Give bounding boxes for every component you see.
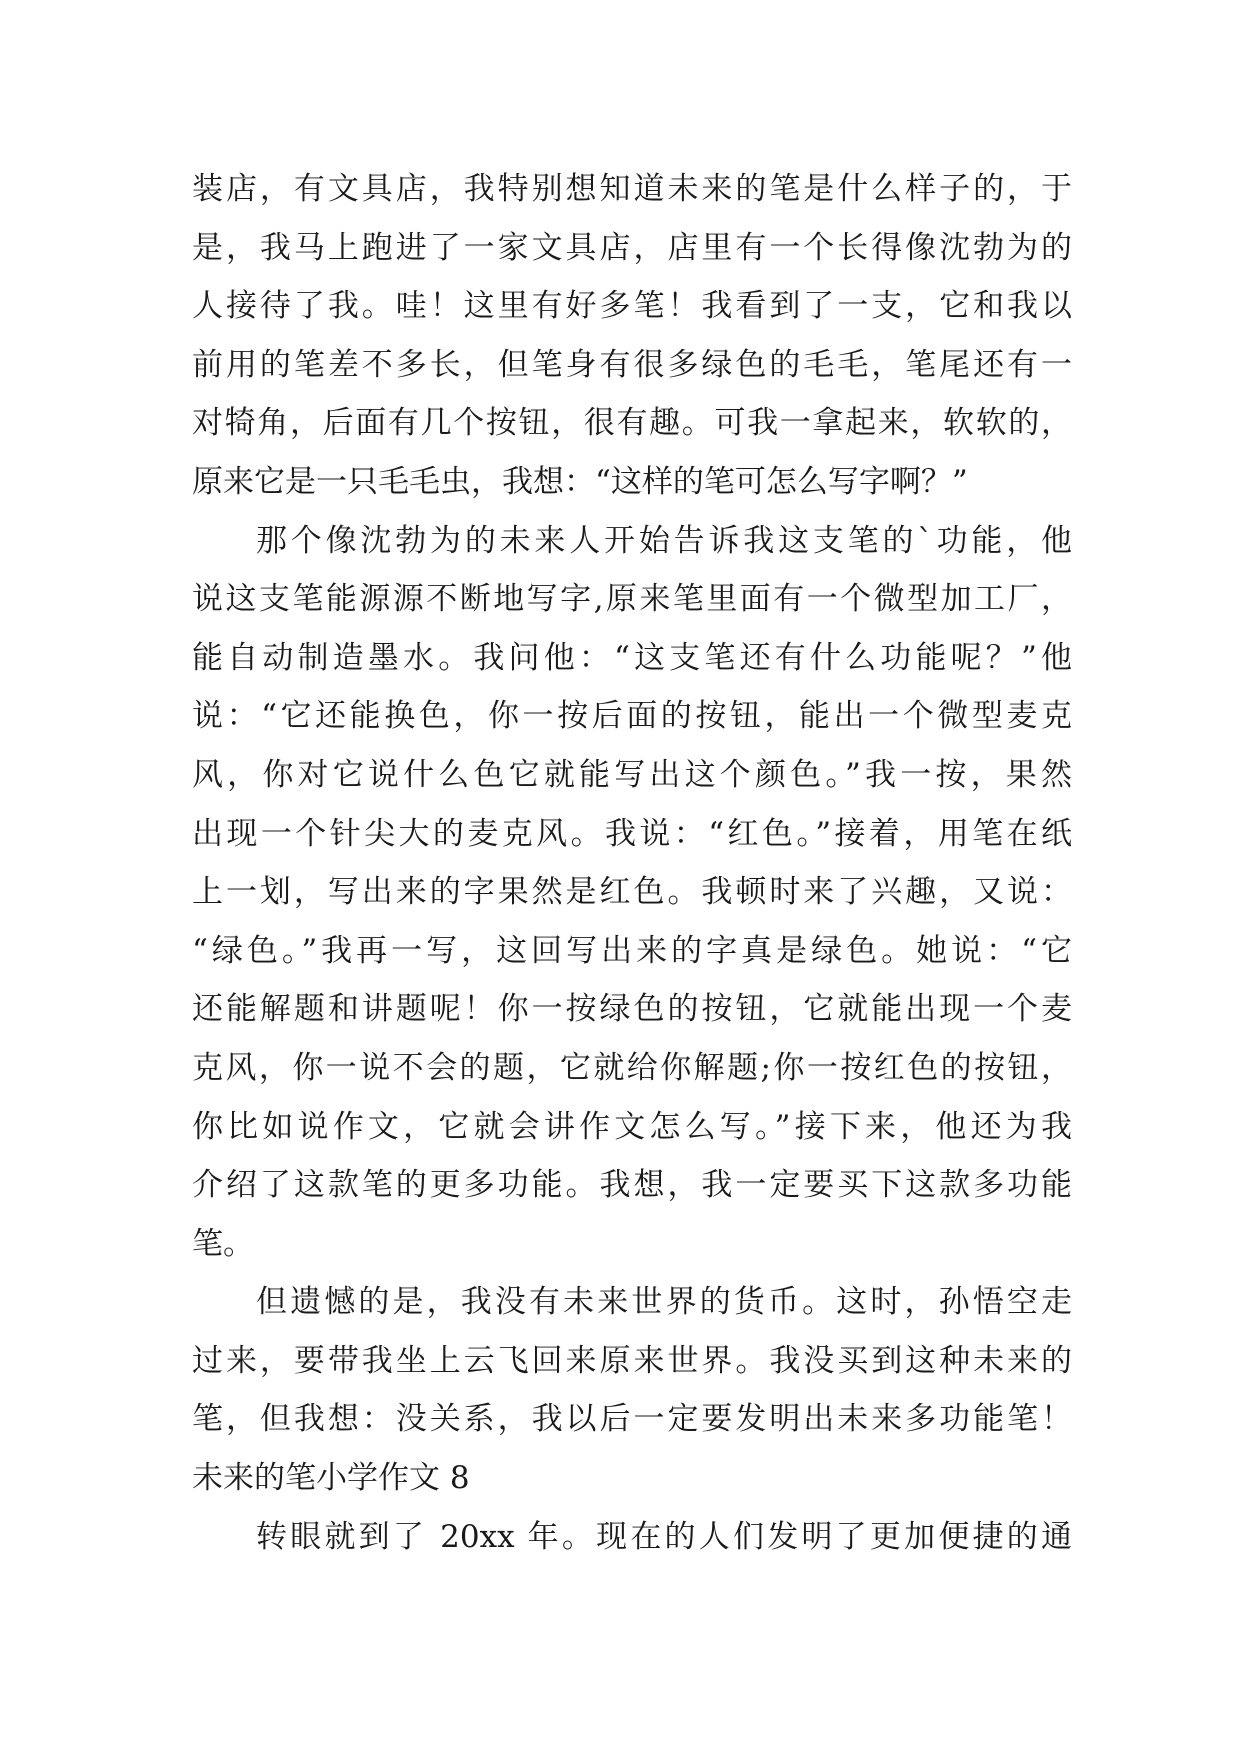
text-line: 笔，但我想：没关系，我以后一定要发明出未来多功能笔！	[192, 1401, 1072, 1438]
paragraph-start-line: 转眼就到了 20xx 年。现在的人们发明了更加便捷的通	[256, 1518, 1072, 1555]
text-line: 出现一个针尖大的麦克风。我说：“红色。”接着，用笔在纸	[192, 815, 1072, 852]
text-line: 过来，要带我坐上云飞回来原来世界。我没买到这种未来的	[192, 1342, 1072, 1379]
text-line: 风，你对它说什么色它就能写出这个颜色。”我一按，果然	[192, 756, 1072, 793]
text-line: 前用的笔差不多长，但笔身有很多绿色的毛毛，笔尾还有一	[192, 346, 1072, 383]
text-line: 装店，有文具店，我特别想知道未来的笔是什么样子的，于	[192, 171, 1072, 207]
text-line: “绿色。”我再一写，这回写出来的字真是绿色。她说：“它	[192, 932, 1072, 969]
text-line: 是，我马上跑进了一家文具店，店里有一个长得像沈勃为的	[192, 229, 1072, 266]
text-line: 你比如说作文，它就会讲作文怎么写。”接下来，他还为我	[192, 1108, 1072, 1145]
text-line: 说：“它还能换色，你一按后面的按钮，能出一个微型麦克	[192, 698, 1072, 735]
text-line: 介绍了这款笔的更多功能。我想，我一定要买下这款多功能	[192, 1167, 1072, 1204]
text-line: 能自动制造墨水。我问他：“这支笔还有什么功能呢？”他	[192, 639, 1072, 676]
text-line: 笔。	[192, 1225, 254, 1262]
text-line: 说这支笔能源源不断地写字,原来笔里面有一个微型加工厂，	[192, 581, 1072, 618]
essay-text	[192, 160, 1072, 1566]
text-line: 人接待了我。哇！这里有好多笔！我看到了一支，它和我以	[192, 288, 1072, 325]
text-line: 对犄角，后面有几个按钮，很有趣。可我一拿起来，软软的，	[192, 405, 1072, 442]
essay-title: 未来的笔小学作文 8	[192, 1460, 470, 1497]
text-line: 原来它是一只毛毛虫，我想：“这样的笔可怎么写字啊？”	[192, 463, 968, 500]
text-line: 上一划，写出来的字果然是红色。我顿时来了兴趣，又说：	[192, 874, 1072, 911]
paragraph-start-line: 但遗憾的是，我没有未来世界的货币。这时，孙悟空走	[256, 1284, 1072, 1321]
text-line: 还能解题和讲题呢！你一按绿色的按钮，它就能出现一个麦	[192, 991, 1072, 1028]
text-line: 克风，你一说不会的题，它就给你解题;你一按红色的按钮，	[192, 1049, 1072, 1086]
paragraph-start-line: 那个像沈勃为的未来人开始告诉我这支笔的`功能，他	[256, 522, 1072, 559]
